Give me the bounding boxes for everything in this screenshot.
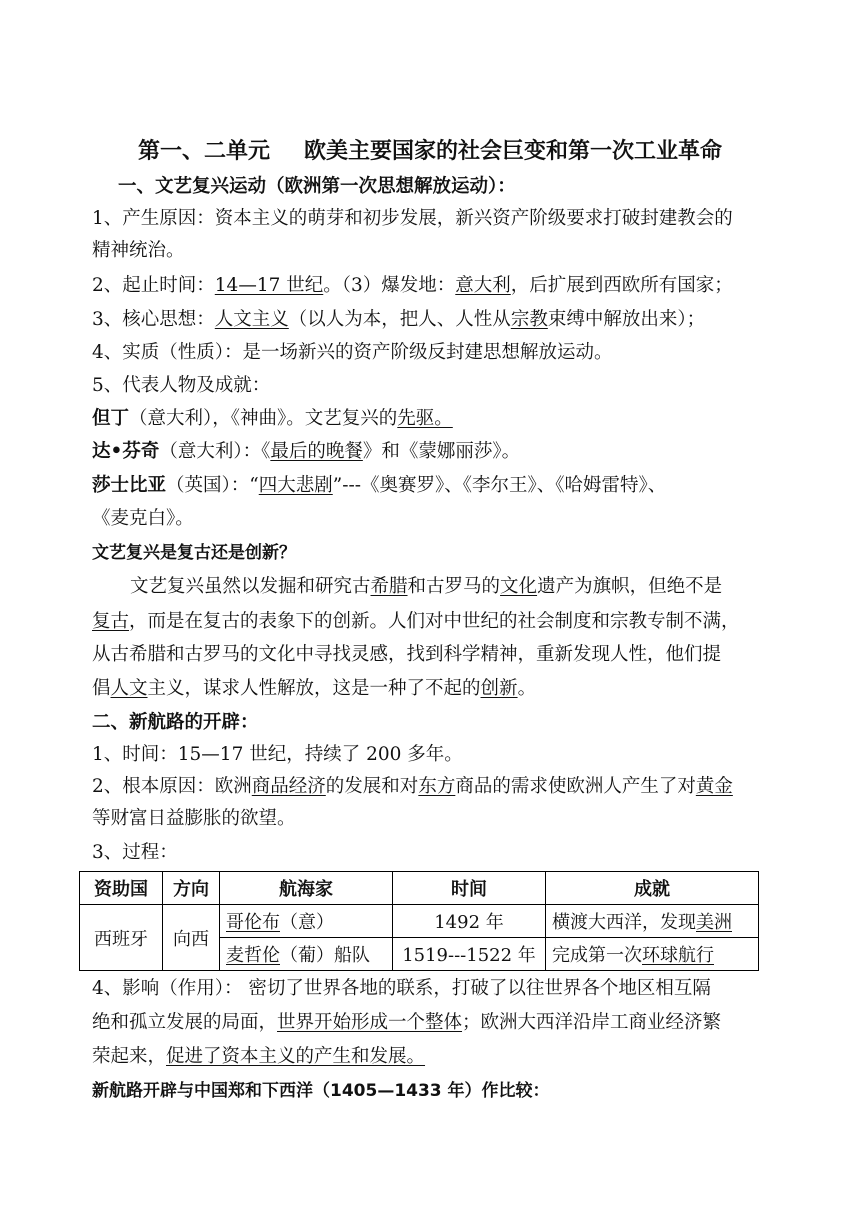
time-label: 2、起止时间：	[92, 275, 215, 296]
shakespeare-name: 莎士比亚	[92, 475, 167, 496]
impact-world-whole: 世界开始形成一个整体	[277, 1012, 463, 1033]
core-text-end: 束缚中解放出来）；	[547, 309, 706, 330]
para-innovation: 创新	[480, 678, 518, 699]
achievement-circumnavigation: 环球航行	[642, 945, 714, 966]
root-text: 商品的需求使欧洲人产生了对	[455, 776, 696, 797]
impact-text: ；欧洲大西洋沿岸工商业经济繁	[462, 1012, 722, 1033]
shakespeare-line-2: 《麦克白》。	[92, 508, 194, 529]
davinci-text-end: 》和《蒙娜丽莎》。	[362, 441, 521, 462]
navigator-columbus: 哥伦布	[226, 912, 280, 933]
shakespeare-text: （英国）：“	[166, 475, 259, 496]
impact-line-3	[92, 1045, 792, 1069]
impact-line-1: 4、影响（作用）： 密切了世界各地的联系，打破了以往世界各个地区相互隔	[92, 978, 711, 999]
dante-line	[92, 407, 792, 431]
root-text: 2、根本原因：欧洲	[92, 776, 252, 797]
impact-text: 绝和孤立发展的局面，	[92, 1012, 278, 1033]
comparison-heading: 新航路开辟与中国郑和下西洋（1405—1433 年）作比较：	[92, 1081, 550, 1101]
core-value: 人文主义	[214, 309, 289, 330]
achievement-text: 横渡大西洋，发现	[552, 912, 696, 933]
document-title	[0, 134, 860, 165]
root-cause-line-2: 等财富日益膨胀的欲望。	[92, 808, 296, 829]
place-label: 。（3）爆发地：	[323, 275, 456, 296]
shakespeare-value: 四大悲剧	[258, 475, 333, 496]
davinci-value: 最后的晚餐	[270, 441, 363, 462]
para-text: 。	[517, 678, 537, 699]
para-line-1	[130, 575, 830, 599]
table-cell-achievement	[546, 905, 759, 938]
dante-value: 先驱。	[397, 408, 453, 429]
impact-line-2	[92, 1011, 792, 1035]
title-unit: 第一、二单元	[137, 139, 270, 164]
davinci-name: 达•芬奇	[92, 441, 160, 462]
para-text: 主义，谋求人性解放，这是一种了不起的	[147, 678, 481, 699]
title-topic: 欧美主要国家的社会巨变和第一次工业革命	[304, 139, 723, 164]
table-cell-country: 西班牙	[80, 905, 163, 971]
section1-heading: 一、文艺复兴运动（欧洲第一次思想解放运动）：	[118, 176, 516, 197]
impact-capitalism: 促进了资本主义的产生和发展。	[166, 1046, 426, 1067]
root-cause-line	[92, 775, 792, 799]
navigator-origin: （意）	[280, 912, 334, 933]
table-cell-navigator	[220, 905, 393, 938]
table-header: 航海家	[220, 872, 393, 905]
root-gold: 黄金	[695, 776, 733, 797]
table-header-row	[80, 872, 759, 905]
place-value: 意大利	[455, 275, 511, 296]
process-heading: 3、过程：	[92, 842, 178, 863]
para-culture: 文化	[500, 576, 538, 597]
table-cell-direction: 向西	[163, 905, 220, 971]
cause-line-1: 1、产生原因：资本主义的萌芽和初步发展，新兴资产阶级要求打破封建教会的	[92, 208, 733, 229]
dante-text: （意大利），《神曲》。文艺复兴的	[129, 408, 398, 429]
table-row	[80, 905, 759, 938]
root-commodity: 商品经济	[251, 776, 326, 797]
time-value: 14—17 世纪	[214, 275, 324, 296]
para-line-2	[92, 610, 792, 634]
route-time-line: 1、时间：15—17 世纪，持续了 200 多年。	[92, 744, 463, 765]
core-idea-line	[92, 308, 792, 332]
core-text: （以人为本，把人、人性从	[288, 309, 511, 330]
para-text: 文艺复兴虽然以发掘和研究古	[130, 576, 371, 597]
para-text: 倡	[92, 678, 111, 699]
table-cell-navigator	[220, 938, 393, 971]
impact-text: 荣起来，	[92, 1046, 167, 1067]
section2-heading: 二、新航路的开辟：	[92, 712, 259, 733]
achievement-text: 完成第一次	[552, 945, 642, 966]
core-religion: 宗教	[510, 309, 548, 330]
para-restoration: 复古	[92, 611, 130, 632]
achievement-america: 美洲	[696, 912, 732, 933]
table-cell-achievement	[546, 938, 759, 971]
para-greece: 希腊	[370, 576, 408, 597]
voyage-table	[79, 871, 759, 971]
davinci-text: （意大利）：《	[159, 441, 271, 462]
spread-text: ，后扩展到西欧所有国家；	[510, 275, 733, 296]
para-text: 遗产为旗帜，但绝不是	[537, 576, 723, 597]
table-header: 时间	[393, 872, 546, 905]
navigator-magellan: 麦哲伦	[226, 945, 280, 966]
shakespeare-works: ”---《奥赛罗》、《李尔王》、《哈姆雷特》、	[332, 475, 667, 496]
shakespeare-line	[92, 474, 792, 498]
para-line-3: 从古希腊和古罗马的文化中寻找灵感，找到科学精神，重新发现人性，他们提	[92, 644, 722, 665]
para-humanism: 人文	[110, 678, 148, 699]
navigator-origin: （葡）船队	[280, 945, 370, 966]
table-cell-time: 1519---1522 年	[393, 938, 546, 971]
table-header: 资助国	[80, 872, 163, 905]
table-cell-time: 1492 年	[393, 905, 546, 938]
time-line	[92, 274, 792, 298]
para-text: 和古罗马的	[407, 576, 501, 597]
table-header: 方向	[163, 872, 220, 905]
root-text: 的发展和对	[325, 776, 419, 797]
essence-line: 4、实质（性质）：是一场新兴的资产阶级反封建思想解放运动。	[92, 342, 613, 363]
davinci-line	[92, 440, 792, 464]
table-header: 成就	[546, 872, 759, 905]
para-line-4	[92, 677, 792, 701]
para-text: ，而是在复古的表象下的创新。人们对中世纪的社会制度和宗教专制不满，	[129, 611, 740, 632]
figures-heading: 5、代表人物及成就：	[92, 375, 271, 396]
root-east: 东方	[418, 776, 456, 797]
question-heading: 文艺复兴是复古还是创新？	[92, 543, 296, 563]
core-label: 3、核心思想：	[92, 309, 215, 330]
dante-name: 但丁	[92, 408, 130, 429]
cause-line-2: 精神统治。	[92, 240, 185, 261]
